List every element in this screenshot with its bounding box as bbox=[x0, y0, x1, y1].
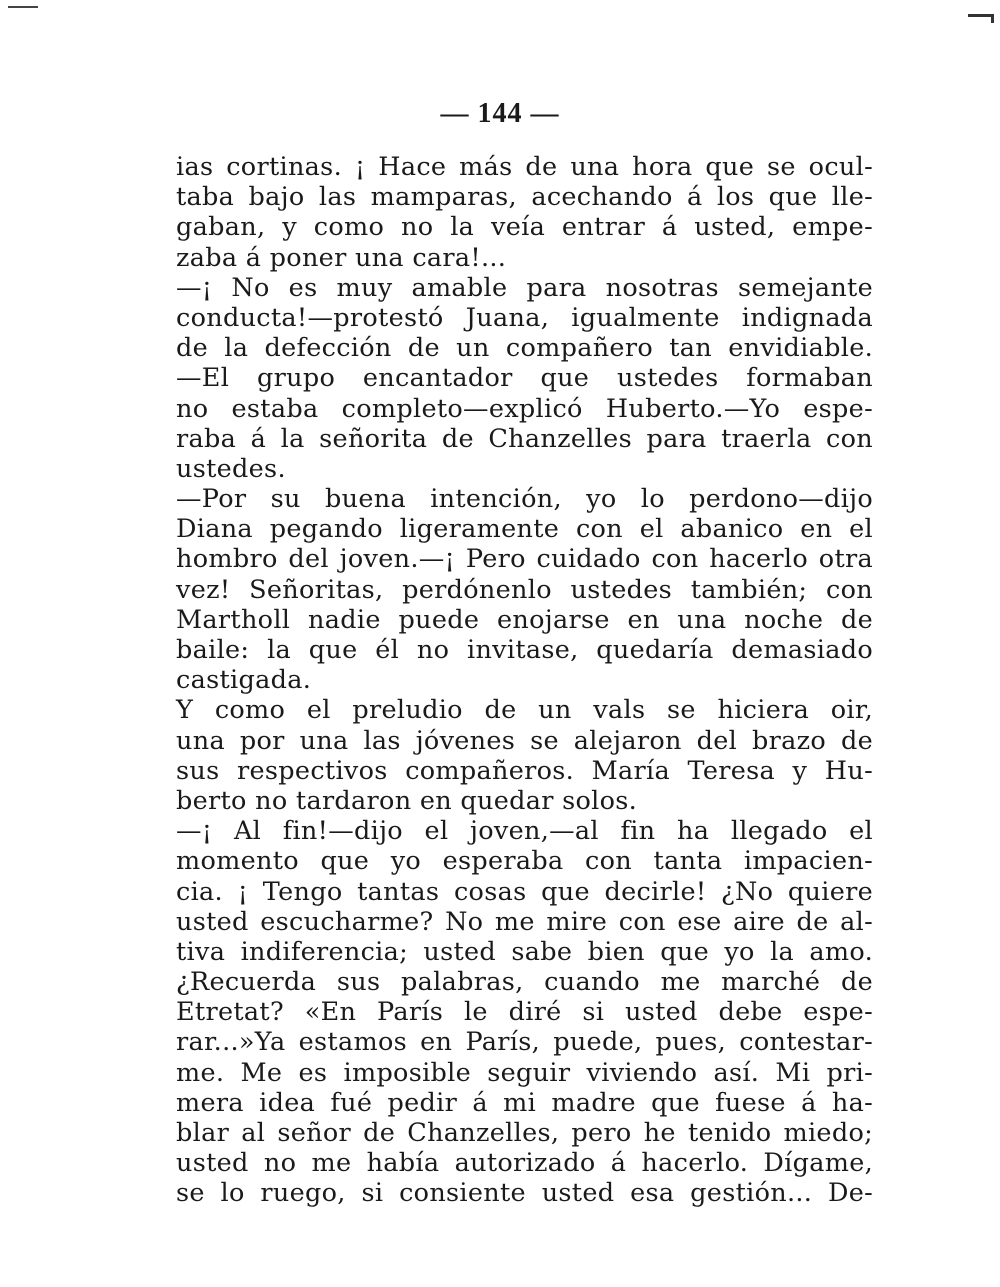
scan-mark-left bbox=[8, 6, 38, 8]
text-line: castigada. bbox=[176, 665, 312, 696]
text-line: —¡ No es muy amable para nosotras semejante bbox=[176, 272, 873, 303]
text-line: baile: la que él no invitase, quedaría demasiado bbox=[176, 635, 873, 665]
text-line: tiva indiferencia; usted sabe bien que yo la amo. bbox=[176, 936, 873, 967]
text-line: hombro del joven.—¡ Pero cuidado con hacerlo otra bbox=[176, 544, 873, 575]
text-line: me. Me es imposible seguir viviendo así. Mi pri- bbox=[176, 1057, 873, 1088]
text-line: —El grupo encantador que ustedes formaban bbox=[176, 363, 873, 394]
text-line: sus respectivos compañeros. María Teresa y Hu- bbox=[176, 755, 873, 786]
text-line: se lo ruego, si consiente usted esa gestión... De- bbox=[176, 1178, 873, 1209]
text-line: vez! Señoritas, perdónenlo ustedes también; con bbox=[176, 574, 873, 605]
text-line: —¡ Al fin!—dijo el joven,—al fin ha llegado el bbox=[176, 816, 873, 847]
text-line: no estaba completo—explicó Huberto.—Yo espe- bbox=[176, 393, 873, 424]
text-line: ustedes. bbox=[176, 453, 286, 484]
text-line: taba bajo las mamparas, acechando á los que lle- bbox=[176, 182, 873, 213]
text-line: Diana pegando ligeramente con el abanico en el bbox=[176, 514, 873, 545]
text-line: —Por su buena intención, yo lo perdono—dijo bbox=[176, 484, 873, 515]
text-line: blar al señor de Chanzelles, pero he tenido miedo; bbox=[176, 1118, 873, 1148]
text-line: Etretat? «En París le diré si usted debe espe- bbox=[176, 997, 873, 1028]
text-line: mera idea fué pedir á mi madre que fuese á ha- bbox=[176, 1087, 873, 1118]
text-line: berto no tardaron en quedar solos. bbox=[176, 785, 638, 816]
text-line: de la defección de un compañero tan envidiable. bbox=[176, 333, 873, 364]
text-line: Martholl nadie puede enojarse en una noche de bbox=[176, 604, 873, 635]
text-line: ias cortinas. ¡ Hace más de una hora que se ocul- bbox=[176, 152, 873, 182]
body-text bbox=[176, 152, 873, 1209]
text-line: ¿Recuerda sus palabras, cuando me marché de bbox=[176, 967, 873, 998]
text-line: rar...»Ya estamos en París, puede, pues, contestar- bbox=[176, 1027, 873, 1058]
text-line: conducta!—protestó Juana, igualmente indignada bbox=[176, 302, 873, 333]
text-line: Y como el preludio de un vals se hiciera oir, bbox=[176, 695, 873, 726]
text-line: usted no me había autorizado á hacerlo. Dígame, bbox=[176, 1148, 873, 1179]
text-line: momento que yo esperaba con tanta impacien- bbox=[176, 846, 873, 877]
text-line: usted escucharme? No me mire con ese aire de al- bbox=[176, 906, 873, 937]
scan-mark-right bbox=[968, 14, 994, 17]
text-line: gaban, y como no la veía entrar á usted, empe- bbox=[176, 212, 873, 243]
text-line: una por una las jóvenes se alejaron del brazo de bbox=[176, 725, 873, 756]
text-line: zaba á poner una cara!... bbox=[176, 242, 507, 273]
text-line: raba á la señorita de Chanzelles para traerla con bbox=[176, 423, 873, 454]
page-number: — 144 — bbox=[440, 98, 560, 129]
text-line: cia. ¡ Tengo tantas cosas que decirle! ¿No quiere bbox=[176, 876, 873, 907]
